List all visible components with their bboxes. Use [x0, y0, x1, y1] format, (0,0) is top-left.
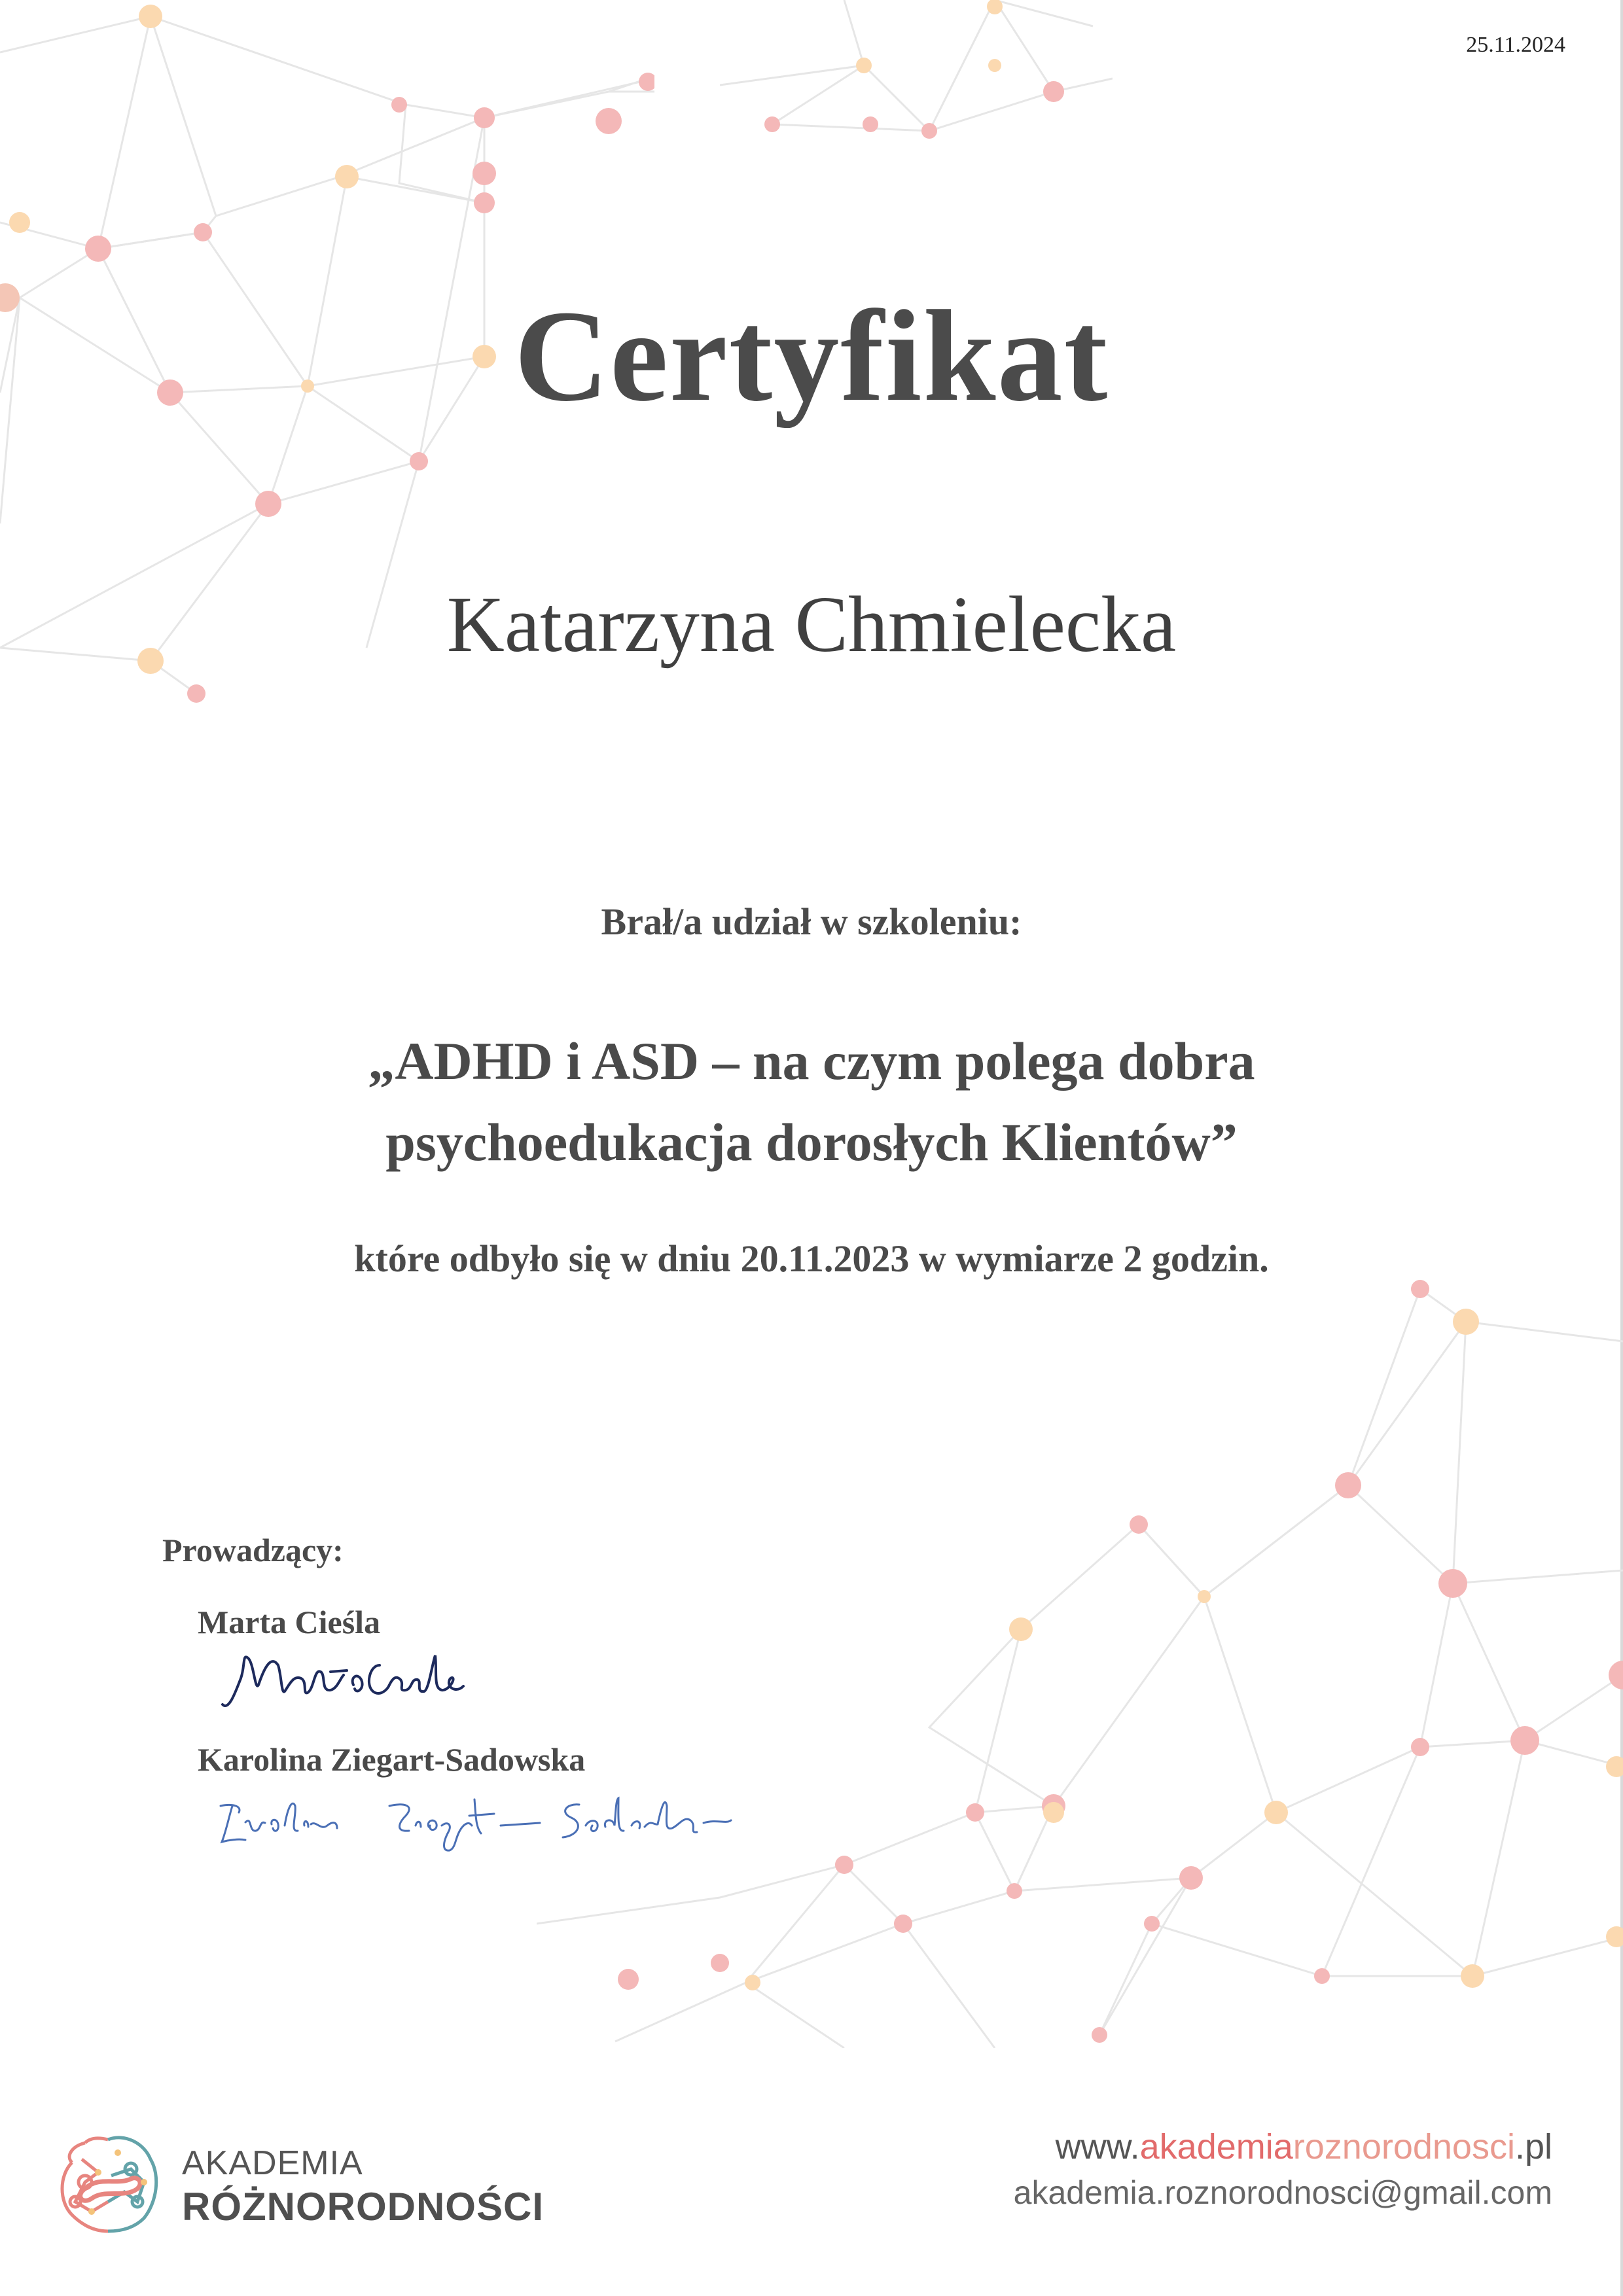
issue-date: 25.11.2024 — [1466, 33, 1565, 57]
logo-line-2: RÓŻNORODNOŚCI — [182, 2185, 544, 2229]
course-title — [0, 1021, 1623, 1183]
certificate-title: Certyfikat — [514, 284, 1109, 429]
course-title-line-2: psychoedukacja dorosłych Klientów” — [385, 1112, 1238, 1172]
recipient-name: Katarzyna Chmielecka — [446, 580, 1177, 669]
participation-intro: Brał/a udział w szkoleniu: — [601, 900, 1022, 943]
course-title-line-1: „ADHD i ASD – na czym polega dobra — [368, 1031, 1255, 1091]
contact-email[interactable]: akademia.roznorodnosci@gmail.com — [1013, 2174, 1552, 2211]
website-main: roznorodnosci — [1293, 2127, 1515, 2166]
course-details: które odbyło się w dniu 20.11.2023 w wymiarze 2 godzin. — [354, 1237, 1269, 1280]
website-prefix: www. — [1055, 2127, 1140, 2166]
akademia-logo-text — [182, 2143, 544, 2231]
website-suffix: .pl — [1514, 2127, 1552, 2166]
instructor-1-name: Marta Cieśla — [198, 1604, 381, 1640]
signature-marta-ciesla — [216, 1639, 465, 1718]
website-highlight: akademia — [1139, 2127, 1293, 2166]
akademia-logo-icon — [46, 2123, 170, 2248]
instructors-label: Prowadzący: — [162, 1532, 344, 1568]
website-link[interactable] — [1056, 2127, 1552, 2167]
instructor-2-name: Karolina Ziegart-Sadowska — [198, 1741, 586, 1778]
network-decoration-top-right — [720, 0, 1113, 164]
signature-karolina-ziegart-sadowska — [213, 1780, 736, 1858]
logo-line-1: AKADEMIA — [182, 2144, 363, 2182]
network-decoration-bottom — [537, 1269, 1623, 2048]
